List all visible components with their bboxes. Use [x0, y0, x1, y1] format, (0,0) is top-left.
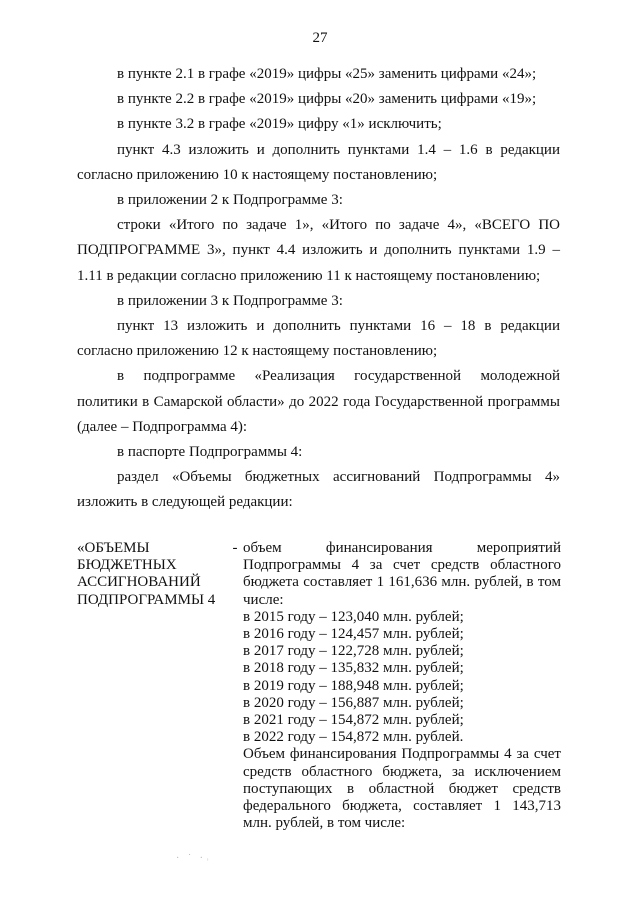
- funding-year-2022: в 2022 году – 154,872 млн. рублей.: [243, 729, 464, 746]
- paragraph-item-13: пункт 13 изложить и дополнить пунктами 16 – 18 в редакции согласно приложению 12 к настоящему постановлению;: [77, 318, 560, 360]
- page-number: 27: [312, 30, 328, 46]
- paragraph-totals-lines: строки «Итого по задаче 1», «Итого по задаче 4», «ВСЕГО ПО ПОДПРОГРАММЕ 3», пункт 4.4 изложить и дополнить пунктами 1.9 – 1.11 в редакции согласно приложению 11 к настоящему постановлению;: [77, 217, 560, 284]
- passport-dash: -: [232, 540, 238, 556]
- funding-year-2015: в 2015 году – 123,040 млн. рублей;: [243, 608, 464, 625]
- funding-year-2016: в 2016 году – 124,457 млн. рублей;: [243, 626, 464, 643]
- passport-content: [243, 540, 561, 832]
- paragraph-appendix-2: в приложении 2 к Подпрограмме 3:: [117, 192, 343, 209]
- passport-label: [77, 540, 227, 832]
- funding-intro: объем финансирования мероприятий Подпрограммы 4 за счет средств областного бюджета составляет 1 161,636 млн. рублей, в том числе:: [243, 540, 561, 608]
- passport-label-line: ПОДПРОГРАММЫ 4: [77, 591, 216, 608]
- paragraph-passport: в паспорте Подпрограммы 4:: [117, 444, 303, 461]
- passport-table: [77, 540, 561, 832]
- funding-year-2017: в 2017 году – 122,728 млн. рублей;: [243, 643, 464, 660]
- paragraph-item-4-3: пункт 4.3 изложить и дополнить пунктами 1.4 – 1.6 в редакции согласно приложению 10 к настоящему постановлению;: [77, 141, 560, 183]
- paragraph-subprogram-4: в подпрограмме «Реализация государственной молодежной политики в Самарской области» до 2022 года Государственной программы (далее – Подпрограмма 4):: [77, 368, 560, 435]
- paragraph-item-2-2: в пункте 2.2 в графе «2019» цифры «20» заменить цифрами «19»;: [117, 91, 537, 108]
- paragraph-item-3-2: в пункте 3.2 в графе «2019» цифру «1» исключить;: [117, 116, 442, 133]
- funding-year-2019: в 2019 году – 188,948 млн. рублей;: [243, 677, 464, 694]
- passport-label-line: «ОБЪЕМЫ: [77, 540, 150, 556]
- passport-label-line: БЮДЖЕТНЫХ: [77, 557, 177, 574]
- paragraph-appendix-3: в приложении 3 к Подпрограмме 3:: [117, 292, 343, 309]
- paragraph-item-2-1: в пункте 2.1 в графе «2019» цифры «25» заменить цифрами «24»;: [117, 66, 537, 82]
- passport-label-line: АССИГНОВАНИЙ: [77, 574, 201, 591]
- funding-year-2020: в 2020 году – 156,887 млн. рублей;: [243, 694, 464, 711]
- scan-artifact: · ˙ ·˒: [176, 853, 213, 864]
- funding-year-2018: в 2018 году – 135,832 млн. рублей;: [243, 660, 464, 677]
- paragraph-section-edit: раздел «Объемы бюджетных ассигнований Подпрограммы 4» изложить в следующей редакции:: [77, 469, 560, 511]
- funding-year-2021: в 2021 году – 154,872 млн. рублей;: [243, 712, 464, 729]
- document-body: [77, 62, 560, 516]
- funding-outro: Объем финансирования Подпрограммы 4 за счет средств областного бюджета, за исключением поступающих в областной бюджет средств федерального бюджета, составляет 1 143,713 млн. рублей, в том числе:: [243, 746, 561, 832]
